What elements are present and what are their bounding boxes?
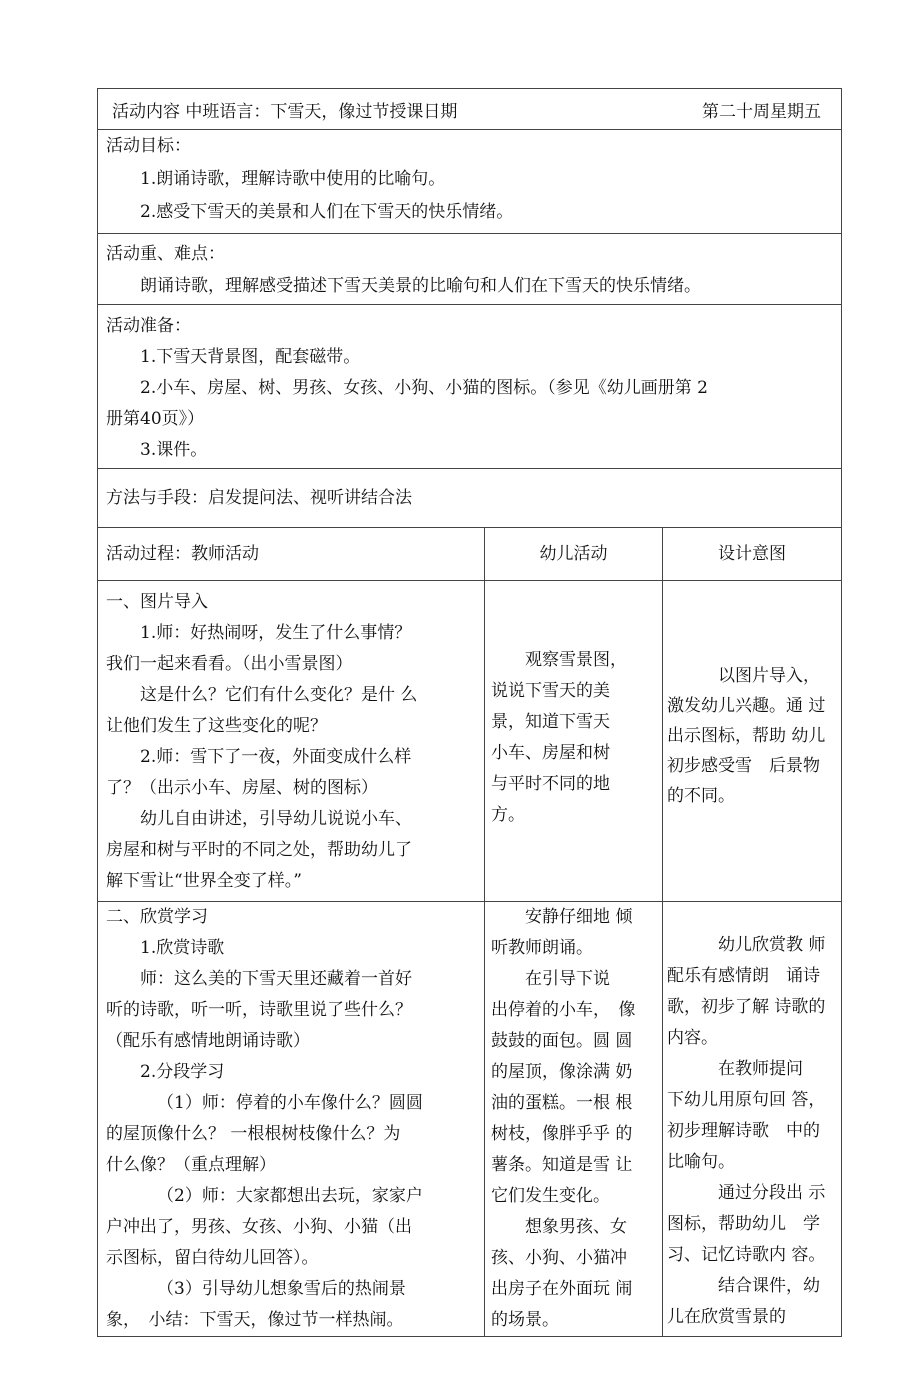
child-line: 油的蛋糕。一根 根 bbox=[491, 1093, 633, 1113]
teacher-line: 我们一起来看看。（出小雪景图） bbox=[106, 654, 353, 674]
intent-line: 初步理解诗歌 中的 bbox=[667, 1121, 820, 1141]
intent-line: 儿在欣赏雪景的 bbox=[667, 1307, 786, 1327]
preparation-item: 2.小车、房屋、树、男孩、女孩、小狗、小猫的图标。（参见《幼儿画册第 2 bbox=[140, 378, 708, 398]
intent-line: 幼儿欣赏教 师 bbox=[718, 935, 826, 955]
column-teacher: 活动过程：教师活动 bbox=[106, 544, 259, 564]
teacher-line: （2）师：大家都想出去玩，家家户 bbox=[157, 1186, 423, 1206]
child-line: 小车、房屋和树 bbox=[491, 743, 610, 763]
child-line: 方。 bbox=[491, 805, 525, 825]
child-line: 安静仔细地 倾 bbox=[525, 907, 633, 927]
intent-line: 通过分段出 示 bbox=[718, 1183, 826, 1203]
section2-intent bbox=[663, 902, 842, 1337]
methods-row bbox=[98, 469, 842, 528]
section2-child bbox=[485, 902, 663, 1337]
child-line: 树枝，像胖乎乎 的 bbox=[491, 1124, 633, 1144]
teacher-line: 2.师：雪下了一夜，外面变成什么样 bbox=[140, 747, 412, 767]
teacher-line: 师：这么美的下雪天里还藏着一首好 bbox=[140, 969, 412, 989]
column-child: 幼儿活动 bbox=[539, 544, 608, 564]
teacher-line: 1.欣赏诗歌 bbox=[140, 938, 225, 958]
intent-line: 以图片导入， bbox=[718, 666, 820, 686]
child-line: 想象男孩、女 bbox=[525, 1217, 627, 1237]
child-line: 与平时不同的地 bbox=[491, 774, 610, 794]
child-line: 孩、小狗、小猫冲 bbox=[491, 1248, 627, 1268]
header-left: 活动内容 中班语言：下雪天，像过节授课日期 bbox=[112, 102, 458, 122]
section2-heading: 二、欣赏学习 bbox=[106, 907, 208, 927]
intent-line: 结合课件，幼 bbox=[718, 1276, 820, 1296]
child-line: 的屋顶，像涂满 奶 bbox=[491, 1062, 633, 1082]
teacher-line: 2.分段学习 bbox=[140, 1062, 225, 1082]
child-line: 出停着的小车， 像 bbox=[491, 1000, 636, 1020]
intent-line: 的不同。 bbox=[667, 786, 735, 806]
column-intent: 设计意图 bbox=[718, 544, 786, 564]
intent-line: 出示图标，帮助 幼儿 bbox=[667, 726, 826, 746]
preparation-row bbox=[98, 305, 842, 469]
preparation-title: 活动准备： bbox=[106, 316, 191, 336]
child-line: 薯条。知道是雪 让 bbox=[491, 1155, 633, 1175]
teacher-line: 1.师：好热闹呀，发生了什么事情？ bbox=[140, 623, 412, 643]
intent-line: 初步感受雪 后景物 bbox=[667, 756, 820, 776]
child-line: 景，知道下雪天 bbox=[491, 712, 610, 732]
teacher-line: 户冲出了，男孩、女孩、小狗、小猫（出 bbox=[106, 1217, 412, 1237]
intent-line: 下幼儿用原句回 答， bbox=[667, 1090, 826, 1110]
teacher-line: 象， 小结：下雪天，像过节一样热闹。 bbox=[106, 1310, 404, 1330]
goals-title: 活动目标： bbox=[106, 136, 191, 156]
teacher-line: （3）引导幼儿想象雪后的热闹景 bbox=[157, 1279, 406, 1299]
teacher-line: 什么像？（重点理解） bbox=[106, 1155, 276, 1175]
preparation-item: 1.下雪天背景图，配套磁带。 bbox=[140, 347, 361, 367]
child-line: 它们发生变化。 bbox=[491, 1186, 610, 1206]
preparation-item: 3.课件。 bbox=[140, 440, 208, 460]
teacher-line: 让他们发生了这些变化的呢？ bbox=[106, 716, 327, 736]
teacher-line: 这是什么？它们有什么变化？是什 么 bbox=[140, 685, 418, 705]
teacher-line: 示图标，留白待幼儿回答）。 bbox=[106, 1248, 319, 1268]
section2-teacher bbox=[98, 902, 485, 1337]
intent-line: 图标，帮助幼儿 学 bbox=[667, 1214, 820, 1234]
key-points-row bbox=[98, 234, 842, 305]
teacher-line: 了？（出示小车、房屋、树的图标） bbox=[106, 778, 378, 798]
goal-item: 2.感受下雪天的美景和人们在下雪天的快乐情绪。 bbox=[140, 202, 514, 222]
intent-line: 比喻句。 bbox=[667, 1152, 735, 1172]
intent-line: 配乐有感情朗 诵诗 bbox=[667, 966, 820, 986]
key-points-text: 朗诵诗歌，理解感受描述下雪天美景的比喻句和人们在下雪天的快乐情绪。 bbox=[140, 276, 701, 296]
lesson-plan bbox=[97, 88, 841, 1337]
child-line: 观察雪景图， bbox=[525, 650, 627, 670]
child-line: 听教师朗诵。 bbox=[491, 938, 593, 958]
section1-row bbox=[98, 581, 842, 902]
teacher-line: 房屋和树与平时的不同之处，帮助幼儿了 bbox=[106, 840, 412, 860]
child-line: 在引导下说 bbox=[525, 969, 610, 989]
intent-line: 习、记忆诗歌内 容。 bbox=[667, 1245, 826, 1265]
column-header-row bbox=[98, 528, 842, 581]
methods-text: 方法与手段：启发提问法、视听讲结合法 bbox=[106, 488, 412, 508]
goals-row bbox=[98, 130, 842, 234]
header-right: 第二十周星期五 bbox=[702, 102, 821, 122]
child-line: 说说下雪天的美 bbox=[491, 681, 610, 701]
teacher-line: 的屋顶像什么？ 一根根树枝像什么？为 bbox=[106, 1124, 401, 1144]
child-line: 的场景。 bbox=[491, 1310, 559, 1330]
teacher-line: 解下雪让“世界全变了样。” bbox=[106, 871, 302, 891]
intent-line: 激发幼儿兴趣。通 过 bbox=[667, 696, 826, 716]
preparation-item: 册第40页》） bbox=[106, 409, 205, 429]
section1-child bbox=[485, 581, 663, 902]
key-points-title: 活动重、难点： bbox=[106, 244, 225, 264]
intent-line: 歌，初步了解 诗歌的 bbox=[667, 997, 826, 1017]
teacher-line: （1）师：停着的小车像什么？圆圆 bbox=[157, 1093, 423, 1113]
child-line: 鼓鼓的面包。圆 圆 bbox=[491, 1031, 633, 1051]
child-line: 出房子在外面玩 闹 bbox=[491, 1279, 633, 1299]
teacher-line: （配乐有感情地朗诵诗歌） bbox=[106, 1031, 310, 1051]
section1-teacher bbox=[98, 581, 485, 902]
teacher-line: 听的诗歌，听一听，诗歌里说了些什么？ bbox=[106, 1000, 412, 1020]
header-row bbox=[98, 89, 842, 130]
goal-item: 1.朗诵诗歌，理解诗歌中使用的比喻句。 bbox=[140, 169, 446, 189]
section1-heading: 一、图片导入 bbox=[106, 592, 208, 612]
section2-row bbox=[98, 902, 842, 1337]
section1-intent bbox=[663, 581, 842, 902]
lesson-plan-table bbox=[97, 88, 842, 1337]
intent-line: 在教师提问 bbox=[718, 1059, 803, 1079]
teacher-line: 幼儿自由讲述，引导幼儿说说小车、 bbox=[140, 809, 412, 829]
intent-line: 内容。 bbox=[667, 1028, 718, 1048]
